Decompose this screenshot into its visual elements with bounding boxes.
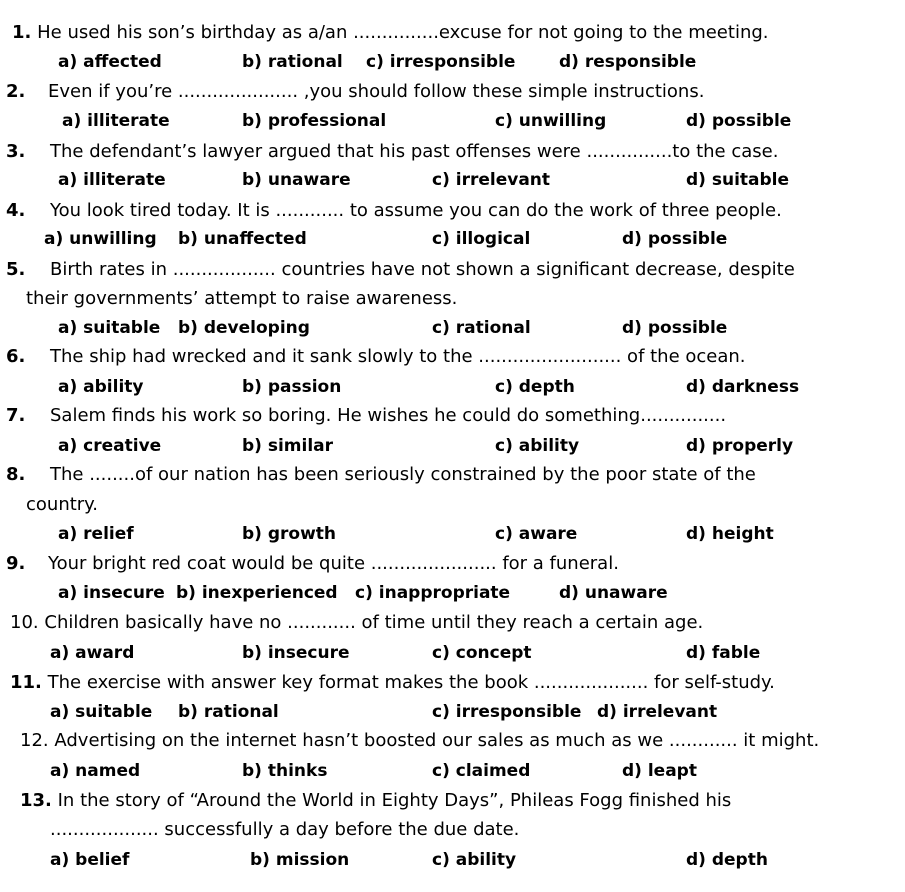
question-number: 3. xyxy=(6,141,26,162)
question-number: 8. xyxy=(6,464,26,485)
question-number: 12. xyxy=(20,730,49,751)
option-d: d) possible xyxy=(686,111,792,131)
question-text: The ........of our nation has been seriously constrained by the poor state of the xyxy=(50,464,756,485)
question-8-continued: country. xyxy=(26,494,98,515)
question-4 xyxy=(6,200,782,222)
question-3 xyxy=(6,141,778,163)
question-13 xyxy=(20,790,731,812)
option-c: c) ability xyxy=(432,850,517,870)
question-number: 9. xyxy=(6,553,26,574)
option-b: b) developing xyxy=(178,318,310,338)
option-b: b) unaffected xyxy=(178,229,307,249)
option-a: a) ability xyxy=(58,377,144,397)
option-d: d) leapt xyxy=(622,761,697,781)
question-number: 4. xyxy=(6,200,26,221)
option-d: d) unaware xyxy=(559,583,668,603)
option-c: c) irresponsible xyxy=(432,702,582,722)
option-c: c) aware xyxy=(495,524,578,544)
option-b: b) unaware xyxy=(242,170,351,190)
question-10 xyxy=(10,612,703,634)
option-d: d) responsible xyxy=(559,52,697,72)
question-number: 5. xyxy=(6,259,26,280)
option-d: d) depth xyxy=(686,850,768,870)
option-c: c) illogical xyxy=(432,229,531,249)
option-b: b) mission xyxy=(250,850,350,870)
option-d: d) suitable xyxy=(686,170,790,190)
question-number: 13. xyxy=(20,790,52,811)
option-a: a) award xyxy=(50,643,135,663)
question-11 xyxy=(10,672,775,694)
option-b: b) insecure xyxy=(242,643,350,663)
question-number: 6. xyxy=(6,346,26,367)
question-text: Even if you’re ..................... ,you should follow these simple instructions. xyxy=(48,81,705,102)
option-d: d) fable xyxy=(686,643,761,663)
option-b: b) growth xyxy=(242,524,337,544)
question-text: The defendant’s lawyer argued that his past offenses were ...............to the case. xyxy=(50,141,779,162)
question-12 xyxy=(20,730,819,752)
question-number: 10. xyxy=(10,612,39,633)
option-c: c) claimed xyxy=(432,761,531,781)
question-number: 2. xyxy=(6,81,26,102)
option-a: a) illiterate xyxy=(58,170,166,190)
option-a: a) relief xyxy=(58,524,134,544)
option-c: c) irrelevant xyxy=(432,170,551,190)
option-b: b) professional xyxy=(242,111,387,131)
option-d: d) possible xyxy=(622,229,728,249)
option-a: a) unwilling xyxy=(44,229,157,249)
option-c: c) inappropriate xyxy=(355,583,511,603)
option-d: d) properly xyxy=(686,436,794,456)
option-d: d) darkness xyxy=(686,377,800,397)
question-text: Your bright red coat would be quite ...................... for a funeral. xyxy=(48,553,619,574)
option-a: a) suitable xyxy=(58,318,161,338)
option-b: b) rational xyxy=(178,702,279,722)
option-a: a) belief xyxy=(50,850,130,870)
option-a: a) creative xyxy=(58,436,162,456)
question-8 xyxy=(6,464,756,486)
question-text: You look tired today. It is ............ to assume you can do the work of three people. xyxy=(50,200,782,221)
question-text: Salem finds his work so boring. He wishes he could do something............... xyxy=(50,405,727,426)
option-a: a) illiterate xyxy=(62,111,170,131)
option-b: b) rational xyxy=(242,52,343,72)
question-5-continued: their governments’ attempt to raise awareness. xyxy=(26,288,458,309)
option-c: c) irresponsible xyxy=(366,52,516,72)
option-a: a) named xyxy=(50,761,141,781)
option-d: d) height xyxy=(686,524,774,544)
option-a: a) suitable xyxy=(50,702,153,722)
option-b: b) inexperienced xyxy=(176,583,338,603)
question-9 xyxy=(6,553,619,575)
question-number: 1. xyxy=(12,22,32,43)
option-a: a) insecure xyxy=(58,583,165,603)
question-number: 11. xyxy=(10,672,42,693)
question-5 xyxy=(6,259,795,281)
question-text: The ship had wrecked and it sank slowly to the ......................... of the ocean. xyxy=(50,346,746,367)
question-13-continued: ................... successfully a day before the due date. xyxy=(50,819,520,840)
question-number: 7. xyxy=(6,405,26,426)
question-6 xyxy=(6,346,746,368)
question-text: He used his son’s birthday as a/an ...............excuse for not going to the meeting. xyxy=(37,22,769,43)
question-text: In the story of “Around the World in Eighty Days”, Phileas Fogg finished his xyxy=(57,790,732,811)
option-c: c) unwilling xyxy=(495,111,607,131)
question-text: Children basically have no ............ of time until they reach a certain age. xyxy=(44,612,704,633)
question-text: Birth rates in .................. countries have not shown a significant decrease, despite xyxy=(50,259,795,280)
option-a: a) affected xyxy=(58,52,162,72)
option-c: c) ability xyxy=(495,436,580,456)
option-c: c) concept xyxy=(432,643,532,663)
option-b: b) passion xyxy=(242,377,342,397)
option-c: c) rational xyxy=(432,318,531,338)
option-d: d) possible xyxy=(622,318,728,338)
question-1 xyxy=(12,22,769,44)
option-d: d) irrelevant xyxy=(597,702,718,722)
option-b: b) thinks xyxy=(242,761,328,781)
question-text: The exercise with answer key format makes the book .................... for self-study. xyxy=(47,672,775,693)
question-7 xyxy=(6,405,726,427)
question-2 xyxy=(6,81,704,103)
question-text: Advertising on the internet hasn’t boosted our sales as much as we ............ it might. xyxy=(54,730,820,751)
option-b: b) similar xyxy=(242,436,334,456)
option-c: c) depth xyxy=(495,377,575,397)
